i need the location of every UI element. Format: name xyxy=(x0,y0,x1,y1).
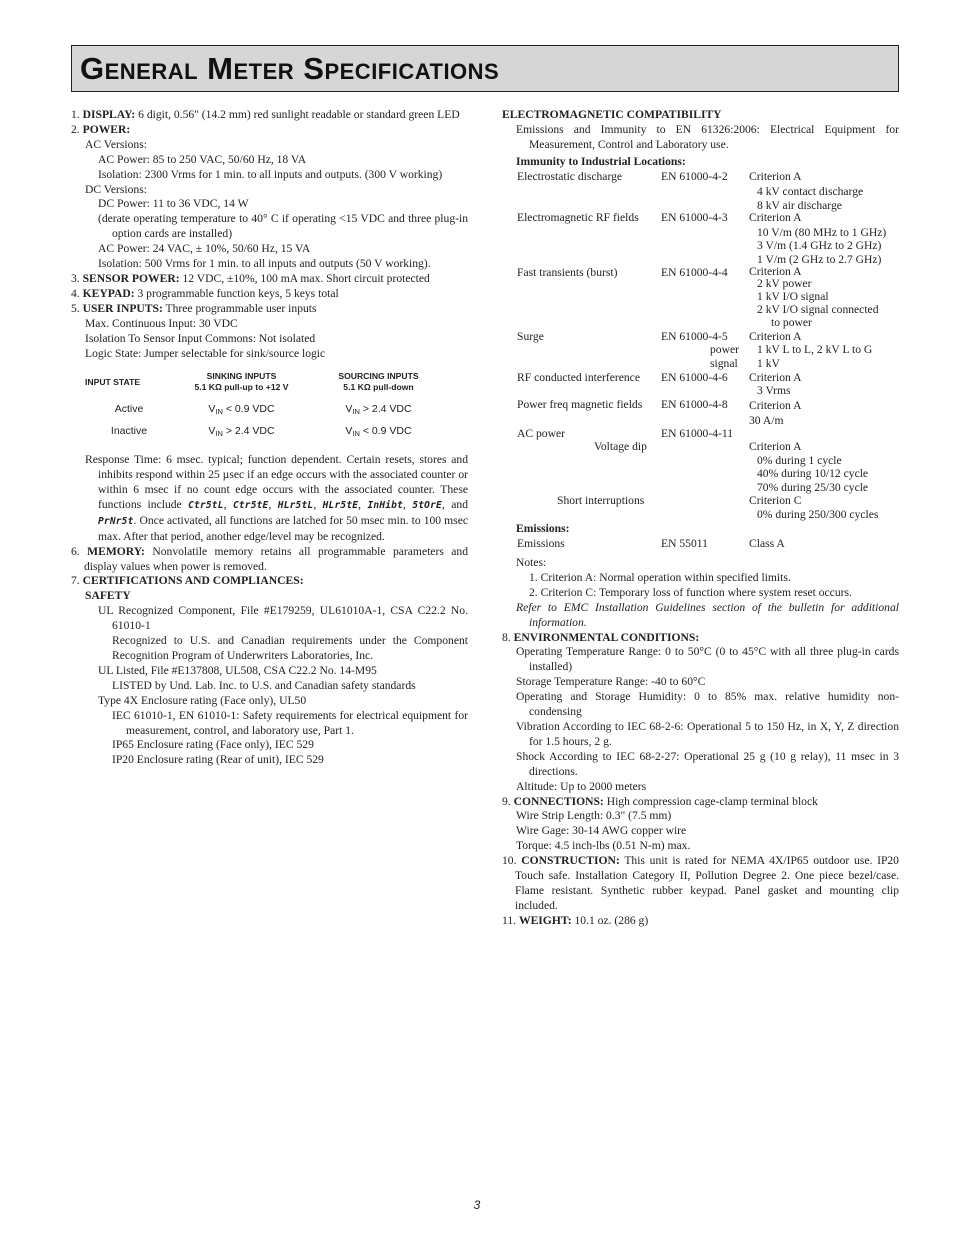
certs-safety: SAFETY xyxy=(85,589,131,603)
certs-ip65: IP65 Enclosure rating (Face only), IEC 529 xyxy=(112,738,314,752)
spec-sensor-power: 3. SENSOR POWER: 12 VDC, ±10%, 100 mA max. Short circuit protected xyxy=(71,271,430,285)
conn-torque: Torque: 4.5 inch-lbs (0.51 N-m) max. xyxy=(516,839,691,853)
spec-certifications: 7. CERTIFICATIONS AND COMPLIANCES: xyxy=(71,574,304,588)
left-column xyxy=(71,108,468,768)
user-inputs-isolation: Isolation To Sensor Input Commons: Not isolated xyxy=(85,331,316,345)
certs-ip20: IP20 Enclosure rating (Rear of unit), IEC 529 xyxy=(112,753,324,767)
spec-keypad: 4. KEYPAD: 3 programmable function keys, 5 keys total xyxy=(71,286,339,300)
spec-environmental: 8. ENVIRONMENTAL CONDITIONS: xyxy=(502,630,700,644)
user-inputs-response: Response Time: 6 msec. typical; function dependent. Certain resets, stores and inhibits respond within 25 µsec if an edge occurs with the associated counter or within 6 msec if no count edge occurs with the associated counter. These functions include Ctr5tL, Ctr5tE, HLr5tL, HLr5tE, InHibt, 5tOrE, and PrNr5t. Once activated, all functions are latched for 50 msec min. to 100 msec max. After that period, another edge/level may be recognized. xyxy=(85,453,468,543)
right-column xyxy=(502,108,899,929)
env-humidity: Operating and Storage Humidity: 0 to 85% max. relative humidity non-condensing xyxy=(516,690,899,719)
table-cell-state: Active xyxy=(114,403,144,416)
user-inputs-max: Max. Continuous Input: 30 VDC xyxy=(85,316,238,330)
power-dc-derate: (derate operating temperature to 40° C if operating <15 VDC and three plug-in option cards are installed) xyxy=(98,212,468,241)
emc-row: Electrostatic discharge EN 61000-4-2 Criterion A 4 kV contact discharge 8 kV air discharge xyxy=(517,169,864,213)
spec-memory: 6. MEMORY: Nonvolatile memory retains all programmable parameters and display values when power is removed. xyxy=(71,544,468,573)
page-title: General Meter Specifications xyxy=(80,51,500,86)
table-row xyxy=(85,421,447,443)
table-cell-sourcing: $V_{IN} > 2.4$ VDC xyxy=(345,403,412,417)
table-cell-sinking: $V_{IN} > 2.4$ VDC xyxy=(208,425,275,439)
env-altitude: Altitude: Up to 2000 meters xyxy=(516,779,647,793)
note-1: 1. Criterion A: Normal operation within specified limits. xyxy=(529,570,791,584)
emc-row: AC power EN 61000-4-11 xyxy=(517,426,734,440)
emissions-heading: Emissions: xyxy=(516,522,570,536)
env-storage-temp: Storage Temperature Range: -40 to 60°C xyxy=(516,675,706,689)
conn-strip: Wire Strip Length: 0.3" (7.5 mm) xyxy=(516,809,672,823)
emc-row-voltage-dip: Voltage dip Criterion A 0% during 1 cycle 40% during 10/12 cycle 70% during 25/30 cycle xyxy=(594,440,869,494)
power-ac-heading: AC Versions: xyxy=(85,137,147,151)
table-cell-sourcing: $V_{IN} < 0.9$ VDC xyxy=(345,425,412,439)
page-number: 3 xyxy=(473,1198,481,1212)
emc-row-emissions: Emissions EN 55011 Class A xyxy=(517,537,785,551)
certs-ul2: UL Listed, File #E137808, UL508, CSA C22.2 No. 14-M95 xyxy=(98,663,377,677)
table-row xyxy=(85,399,447,421)
table-cell-sinking: $V_{IN} < 0.9$ VDC xyxy=(208,403,275,417)
power-ac-isolation: Isolation: 2300 Vrms for 1 min. to all inputs and outputs. (300 V working) xyxy=(98,167,443,181)
power-dc-ac-power: AC Power: 24 VAC, ± 10%, 50/60 Hz, 15 VA xyxy=(98,242,311,256)
emc-row-short-interruptions: Short interruptions Criterion C 0% during 250/300 cycles xyxy=(557,494,879,521)
notes-heading: Notes: xyxy=(516,556,547,570)
note-2: 2. Criterion C: Temporary loss of function where system reset occurs. xyxy=(529,585,852,599)
certs-type4x: Type 4X Enclosure rating (Face only), UL50 xyxy=(98,693,307,707)
emc-row: Power freq magnetic fields EN 61000-4-8 Criterion A 30 A/m xyxy=(517,397,802,427)
emc-row: Fast transients (burst) EN 61000-4-4 Criterion A 2 kV power 1 kV I/O signal 2 kV I/O signal connected to power xyxy=(517,264,879,329)
env-shock: Shock According to IEC 68-2-27: Operational 25 g (10 g relay), 11 msec in 3 directions. xyxy=(516,749,899,778)
title-banner xyxy=(71,45,899,92)
certs-ul1: UL Recognized Component, File #E179259, UL61010A-1, CSA C22.2 No. 61010-1 xyxy=(98,604,468,633)
spec-weight: 11. WEIGHT: 10.1 oz. (286 g) xyxy=(502,913,649,927)
certs-ul2-note: LISTED by Und. Lab. Inc. to U.S. and Canadian safety standards xyxy=(112,678,416,692)
table-header-sourcing: SOURCING INPUTS 5.1 KΩ pull-down xyxy=(338,371,419,393)
power-ac-power: AC Power: 85 to 250 VAC, 50/60 Hz, 18 VA xyxy=(98,152,307,166)
user-inputs-logic: Logic State: Jumper selectable for sink/source logic xyxy=(85,346,326,360)
certs-iec: IEC 61010-1, EN 61010-1: Safety requirements for electrical equipment for measurement, control, and laboratory use, Part 1. xyxy=(112,708,468,737)
env-op-temp: Operating Temperature Range: 0 to 50°C (0 to 45°C with all three plug-in cards installed) xyxy=(516,645,899,674)
spec-display: 1. DISPLAY: 6 digit, 0.56" (14.2 mm) red sunlight readable or standard green LED xyxy=(71,108,460,121)
emc-intro: Emissions and Immunity to EN 61326:2006: Electrical Equipment for Measurement, Control and Laboratory use. xyxy=(516,122,899,151)
power-dc-power: DC Power: 11 to 36 VDC, 14 W xyxy=(98,197,249,211)
certs-ul1-note: Recognized to U.S. and Canadian requirements under the Component Recognition Program of Underwriters Laboratories, Inc. xyxy=(112,634,468,662)
conn-gage: Wire Gage: 30-14 AWG copper wire xyxy=(516,824,687,838)
emc-row: Electromagnetic RF fields EN 61000-4-3 Criterion A 10 V/m (80 MHz to 1 GHz) 3 V/m (1.4 GHz to 2 GHz) 1 V/m (2 GHz to 2.7 GHz) xyxy=(517,210,887,266)
table-header-sinking: SINKING INPUTS 5.1 KΩ pull-up to +12 V xyxy=(194,371,289,393)
spec-power: 2. POWER: xyxy=(71,122,131,136)
emc-heading: ELECTROMAGNETIC COMPATIBILITY xyxy=(502,108,722,121)
note-reference: Refer to EMC Installation Guidelines section of the bulletin for additional information. xyxy=(516,600,899,629)
table-header-state: INPUT STATE xyxy=(85,376,141,387)
power-dc-heading: DC Versions: xyxy=(85,182,147,196)
env-vibration: Vibration According to IEC 68-2-6: Operational 5 to 150 Hz, in X, Y, Z direction for 1.5 hours, 2 g. xyxy=(516,720,899,748)
immunity-heading: Immunity to Industrial Locations: xyxy=(516,154,686,168)
power-dc-isolation: Isolation: 500 Vrms for 1 min. to all inputs and outputs (50 V working). xyxy=(98,257,431,271)
emc-row: Surge EN 61000-4-5 Criterion A 1 kV L to L, 2 kV L to G 1 kV power signal xyxy=(517,329,873,370)
spec-user-inputs: 5. USER INPUTS: Three programmable user inputs xyxy=(71,301,317,315)
table-cell-state: Inactive xyxy=(110,425,148,438)
input-state-table xyxy=(85,371,447,443)
spec-construction: 10. CONSTRUCTION: This unit is rated for NEMA 4X/IP65 outdoor use. IP20 Touch safe. Installation Category II, Pollution Degree 2. One piece bezel/case. Flame resistant. Synthetic rubber keypad. Panel gasket and mounting clip included. xyxy=(502,854,899,912)
emc-row: RF conducted interference EN 61000-4-6 Criterion A 3 Vrms xyxy=(517,370,802,398)
spec-connections: 9. CONNECTIONS: High compression cage-clamp terminal block xyxy=(502,794,818,808)
